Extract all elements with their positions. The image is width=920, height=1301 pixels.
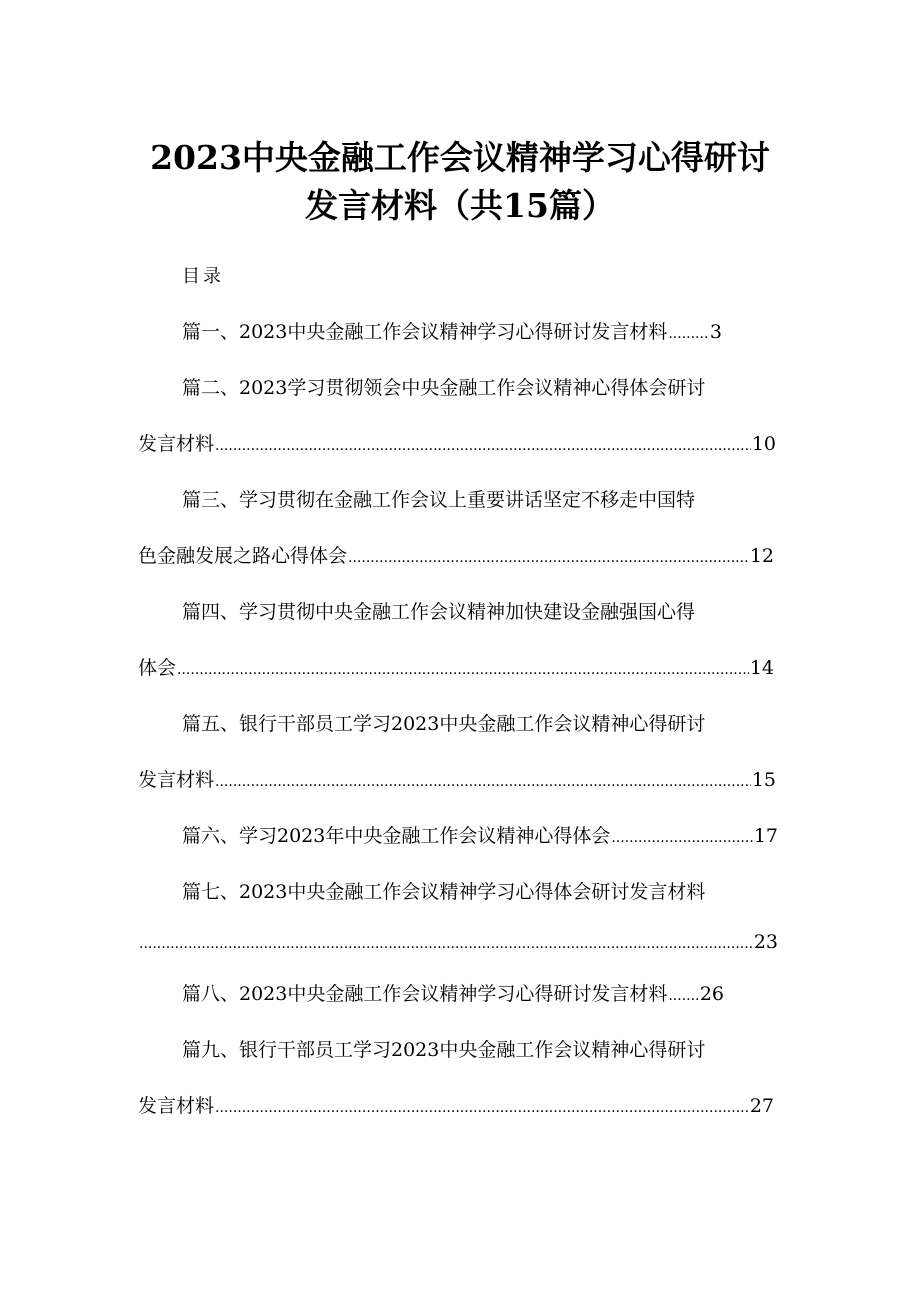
toc-entry-9-line-1[interactable] (182, 1038, 705, 1062)
toc-entry-8[interactable] (182, 982, 724, 1008)
toc-entry-text: 篇五、银行干部员工学习2023中央金融工作会议精神心得研讨 (182, 713, 706, 735)
toc-entry-4-line-2[interactable] (138, 656, 774, 682)
toc-heading: 目录 (182, 266, 224, 287)
toc-entry-7-line-1[interactable] (182, 880, 705, 904)
toc-entry-1[interactable] (182, 320, 722, 346)
toc-entry-6[interactable] (182, 824, 778, 850)
toc-leader-dots (215, 770, 751, 794)
toc-entry-text: 篇六、学习2023年中央金融工作会议精神心得体会 (182, 825, 611, 847)
toc-entry-5-line-2[interactable] (138, 768, 776, 794)
toc-page-number: 14 (749, 657, 774, 679)
toc-page-number: 10 (751, 433, 776, 455)
toc-page-number: 3 (709, 321, 722, 343)
toc-entry-9-line-2[interactable] (138, 1094, 774, 1120)
toc-leader-dots (177, 658, 749, 682)
toc-entry-3-line-1[interactable] (182, 488, 695, 512)
toc-entry-text: 篇四、学习贯彻中央金融工作会议精神加快建设金融强国心得 (182, 601, 696, 623)
toc-page-number: 27 (749, 1095, 774, 1117)
document-title-line-2: 发言材料（共15篇） (305, 186, 615, 225)
toc-page-number: 12 (749, 545, 774, 567)
toc-leader-dots (139, 932, 753, 956)
toc-entry-text: 篇八、2023中央金融工作会议精神学习心得研讨发言材料 (182, 983, 668, 1005)
toc-entry-4-line-1[interactable] (182, 600, 695, 624)
toc-leader-dots (668, 322, 709, 346)
toc-entry-text: 篇九、银行干部员工学习2023中央金融工作会议精神心得研讨 (182, 1039, 706, 1061)
toc-leader-dots (668, 984, 698, 1008)
toc-entry-text: 发言材料 (138, 1095, 215, 1117)
toc-page-number: 15 (751, 769, 776, 791)
toc-entry-text: 篇二、2023学习贯彻领会中央金融工作会议精神心得体会研讨 (182, 377, 706, 399)
toc-page-number: 17 (753, 825, 778, 847)
document-title-line-1: 2023中央金融工作会议精神学习心得研讨 (150, 138, 770, 177)
toc-entry-text: 篇三、学习贯彻在金融工作会议上重要讲话坚定不移走中国特 (182, 489, 696, 511)
toc-leader-dots (348, 546, 749, 570)
toc-entry-text: 体会 (138, 657, 177, 679)
toc-leader-dots (611, 826, 752, 850)
toc-entry-text: 篇七、2023中央金融工作会议精神学习心得体会研讨发言材料 (182, 881, 706, 903)
toc-entry-2-line-2[interactable] (138, 432, 776, 458)
toc-entry-text: 篇一、2023中央金融工作会议精神学习心得研讨发言材料 (182, 321, 668, 343)
toc-entry-5-line-1[interactable] (182, 712, 705, 736)
toc-leader-dots (215, 1096, 749, 1120)
toc-page-number: 23 (753, 931, 778, 953)
toc-entry-text: 发言材料 (138, 433, 215, 455)
toc-entry-2-line-1[interactable] (182, 376, 705, 400)
toc-entry-3-line-2[interactable] (138, 544, 774, 570)
toc-entry-text: 发言材料 (138, 769, 215, 791)
toc-entry-7-line-2[interactable] (138, 930, 778, 956)
toc-page-number: 26 (699, 983, 724, 1005)
toc-leader-dots (215, 434, 751, 458)
toc-entry-text: 色金融发展之路心得体会 (138, 545, 348, 567)
